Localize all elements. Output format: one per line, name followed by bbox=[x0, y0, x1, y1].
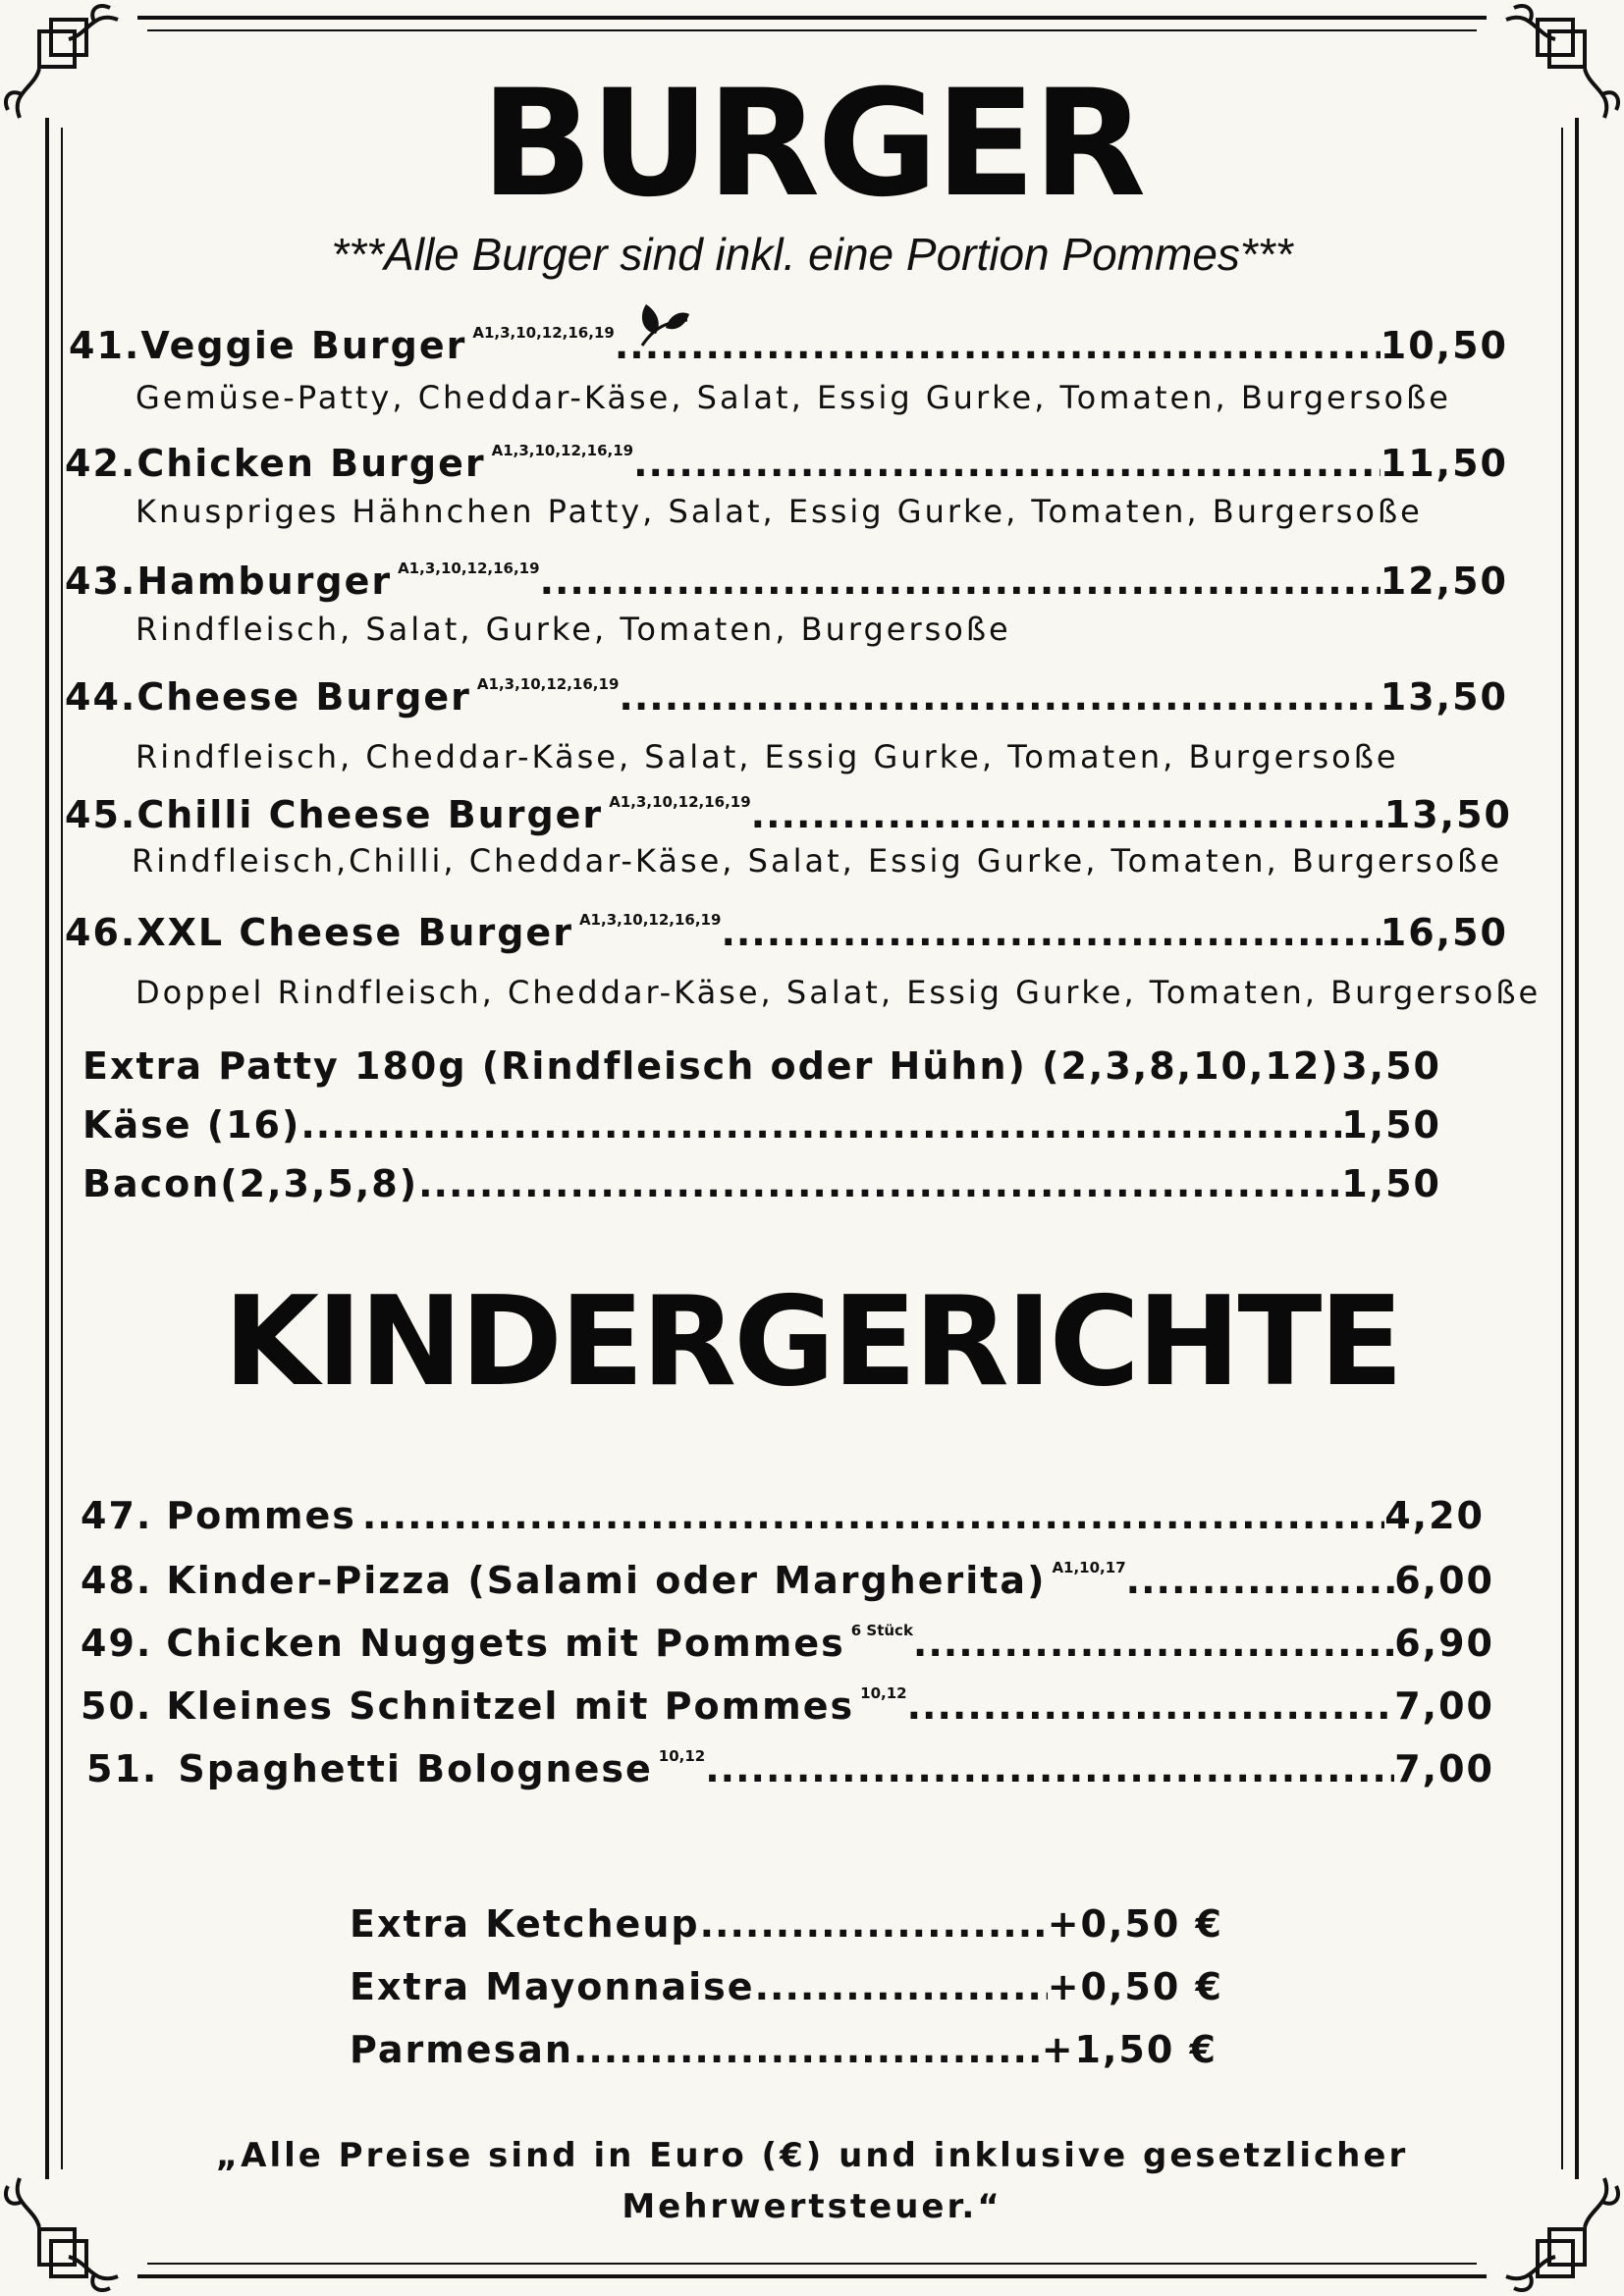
dot-leader bbox=[700, 1902, 1048, 1946]
item-number: 48. bbox=[81, 1559, 153, 1602]
menu-item-43 bbox=[65, 560, 1508, 603]
item-price: 7,00 bbox=[1394, 1684, 1494, 1728]
dot-leader bbox=[300, 1103, 1341, 1147]
price-note bbox=[0, 2130, 1624, 2232]
sauce-name: Extra Mayonnaise bbox=[350, 1965, 755, 2008]
frame-top-line-inner bbox=[147, 29, 1477, 31]
sauce-price: +0,50 € bbox=[1047, 1965, 1223, 2008]
item-number: 49. bbox=[81, 1622, 153, 1665]
burger-subtitle: ***Alle Burger sind inkl. eine Portion Pommes*** bbox=[331, 229, 1293, 280]
item-price: 10,50 bbox=[1380, 324, 1508, 367]
item-price: 12,50 bbox=[1380, 560, 1508, 603]
allergen-codes: 10,12 bbox=[658, 1747, 706, 1765]
sauce-item-parmesan bbox=[350, 2028, 1218, 2071]
allergen-codes: A1,3,10,12,16,19 bbox=[578, 911, 722, 929]
allergen-codes: A1,3,10,12,16,19 bbox=[491, 442, 634, 459]
dot-leader bbox=[721, 911, 1380, 954]
frame-top-line-outer bbox=[137, 16, 1487, 20]
sauce-price: +0,50 € bbox=[1047, 1902, 1223, 1946]
extra-name: Bacon(2,3,5,8) bbox=[82, 1162, 419, 1205]
extra-item-patty bbox=[82, 1044, 1441, 1088]
dot-leader bbox=[633, 442, 1380, 485]
extra-name: Extra Patty 180g (Rindfleisch oder Hühn) (2,3,8,10,12) bbox=[82, 1044, 1340, 1088]
menu-item-50 bbox=[81, 1684, 1494, 1728]
sauce-name: Extra Ketcheup bbox=[350, 1902, 700, 1946]
item-description: Rindfleisch,Chilli, Cheddar-Käse, Salat, Essig Gurke, Tomaten, Burgersoße bbox=[132, 842, 1502, 880]
item-description: Rindfleisch, Cheddar-Käse, Salat, Essig Gurke, Tomaten, Burgersoße bbox=[135, 738, 1399, 775]
dot-leader bbox=[540, 560, 1380, 603]
item-price: 13,50 bbox=[1380, 675, 1508, 719]
price-note-line-2: Mehrwertsteuer.“ bbox=[622, 2187, 1002, 2226]
extra-item-bacon bbox=[82, 1162, 1441, 1205]
item-number: 44. bbox=[65, 675, 137, 719]
item-description: Doppel Rindfleisch, Cheddar-Käse, Salat, Essig Gurke, Tomaten, Burgersoße bbox=[135, 974, 1542, 1011]
item-name: Kleines Schnitzel mit Pommes bbox=[166, 1684, 855, 1728]
item-count: 6 Stück bbox=[850, 1622, 913, 1639]
item-name: Chicken Nuggets mit Pommes bbox=[166, 1622, 845, 1665]
sauce-name: Parmesan bbox=[350, 2028, 573, 2071]
dot-leader bbox=[705, 1747, 1394, 1790]
item-number: 51. bbox=[86, 1747, 159, 1790]
item-price: 7,00 bbox=[1394, 1747, 1494, 1790]
dot-leader bbox=[362, 1494, 1384, 1537]
sauce-item-ketchup bbox=[350, 1902, 1223, 1946]
item-name: Cheese Burger bbox=[136, 675, 471, 719]
allergen-codes: 10,12 bbox=[860, 1684, 907, 1702]
item-name: Kinder-Pizza (Salami oder Margherita) bbox=[166, 1559, 1047, 1602]
dot-leader bbox=[751, 793, 1384, 836]
allergen-codes: A1,10,17 bbox=[1052, 1559, 1126, 1576]
item-number: 41. bbox=[69, 324, 141, 367]
dot-leader bbox=[1126, 1559, 1395, 1602]
item-number: 42. bbox=[65, 442, 137, 485]
item-description: Knuspriges Hähnchen Patty, Salat, Essig Gurke, Tomaten, Burgersoße bbox=[135, 493, 1423, 530]
burger-title: BURGER bbox=[480, 59, 1144, 230]
sauce-item-mayonnaise bbox=[350, 1965, 1223, 2008]
menu-item-46 bbox=[65, 911, 1508, 954]
item-name: Veggie Burger bbox=[140, 324, 467, 367]
sauce-price: +1,50 € bbox=[1041, 2028, 1218, 2071]
menu-item-49 bbox=[81, 1622, 1494, 1665]
item-number: 43. bbox=[65, 560, 137, 603]
dot-leader bbox=[755, 1965, 1048, 2008]
item-price: 6,00 bbox=[1394, 1559, 1494, 1602]
kids-title: KINDERGERICHTE bbox=[223, 1269, 1401, 1414]
extra-price: 1,50 bbox=[1341, 1162, 1441, 1205]
item-price: 16,50 bbox=[1380, 911, 1508, 954]
frame-bottom-line-inner bbox=[147, 2263, 1477, 2265]
dot-leader bbox=[913, 1622, 1394, 1665]
item-name: Spaghetti Bolognese bbox=[178, 1747, 653, 1790]
allergen-codes: A1,3,10,12,16,19 bbox=[476, 675, 620, 693]
extra-name: Käse (16) bbox=[82, 1103, 301, 1147]
item-price: 6,90 bbox=[1394, 1622, 1494, 1665]
item-price: 13,50 bbox=[1383, 793, 1512, 836]
frame-bottom-line-outer bbox=[137, 2274, 1487, 2278]
dot-leader bbox=[907, 1684, 1395, 1728]
menu-item-47 bbox=[81, 1494, 1485, 1537]
dot-leader bbox=[418, 1162, 1341, 1205]
extra-price: 3,50 bbox=[1341, 1044, 1441, 1088]
allergen-codes: A1,3,10,12,16,19 bbox=[398, 560, 540, 577]
item-description: Gemüse-Patty, Cheddar-Käse, Salat, Essig Gurke, Tomaten, Burgersoße bbox=[135, 379, 1451, 416]
item-name: Chilli Cheese Burger bbox=[136, 793, 604, 836]
item-description: Rindfleisch, Salat, Gurke, Tomaten, Burgersoße bbox=[135, 611, 1011, 648]
item-name: Pommes bbox=[166, 1494, 356, 1537]
dot-leader bbox=[619, 675, 1380, 719]
frame-left-line-outer bbox=[45, 118, 49, 2179]
menu-item-45 bbox=[65, 793, 1512, 836]
frame-right-line-outer bbox=[1575, 118, 1579, 2179]
dot-leader bbox=[573, 2028, 1042, 2071]
item-number: 47. bbox=[81, 1494, 153, 1537]
item-number: 45. bbox=[65, 793, 137, 836]
extra-item-kaese bbox=[82, 1103, 1441, 1147]
item-price: 4,20 bbox=[1384, 1494, 1485, 1537]
dot-leader bbox=[615, 324, 1380, 367]
price-note-line-1: „Alle Preise sind in Euro (€) und inklusive gesetzlicher bbox=[215, 2136, 1409, 2175]
item-number: 46. bbox=[65, 911, 137, 954]
item-name: Chicken Burger bbox=[136, 442, 486, 485]
allergen-codes: A1,3,10,12,16,19 bbox=[472, 324, 615, 342]
item-name: Hamburger bbox=[136, 560, 393, 603]
menu-item-42 bbox=[65, 442, 1508, 485]
item-price: 11,50 bbox=[1380, 442, 1508, 485]
menu-item-48 bbox=[81, 1559, 1494, 1602]
menu-item-51 bbox=[86, 1747, 1494, 1790]
allergen-codes: A1,3,10,12,16,19 bbox=[609, 793, 751, 811]
frame-right-line-inner bbox=[1561, 128, 1563, 2169]
menu-item-44 bbox=[65, 675, 1508, 719]
extra-price: 1,50 bbox=[1341, 1103, 1441, 1147]
item-name: XXL Cheese Burger bbox=[136, 911, 573, 954]
frame-left-line-inner bbox=[61, 128, 63, 2169]
menu-item-41 bbox=[69, 324, 1508, 367]
item-number: 50. bbox=[81, 1684, 153, 1728]
